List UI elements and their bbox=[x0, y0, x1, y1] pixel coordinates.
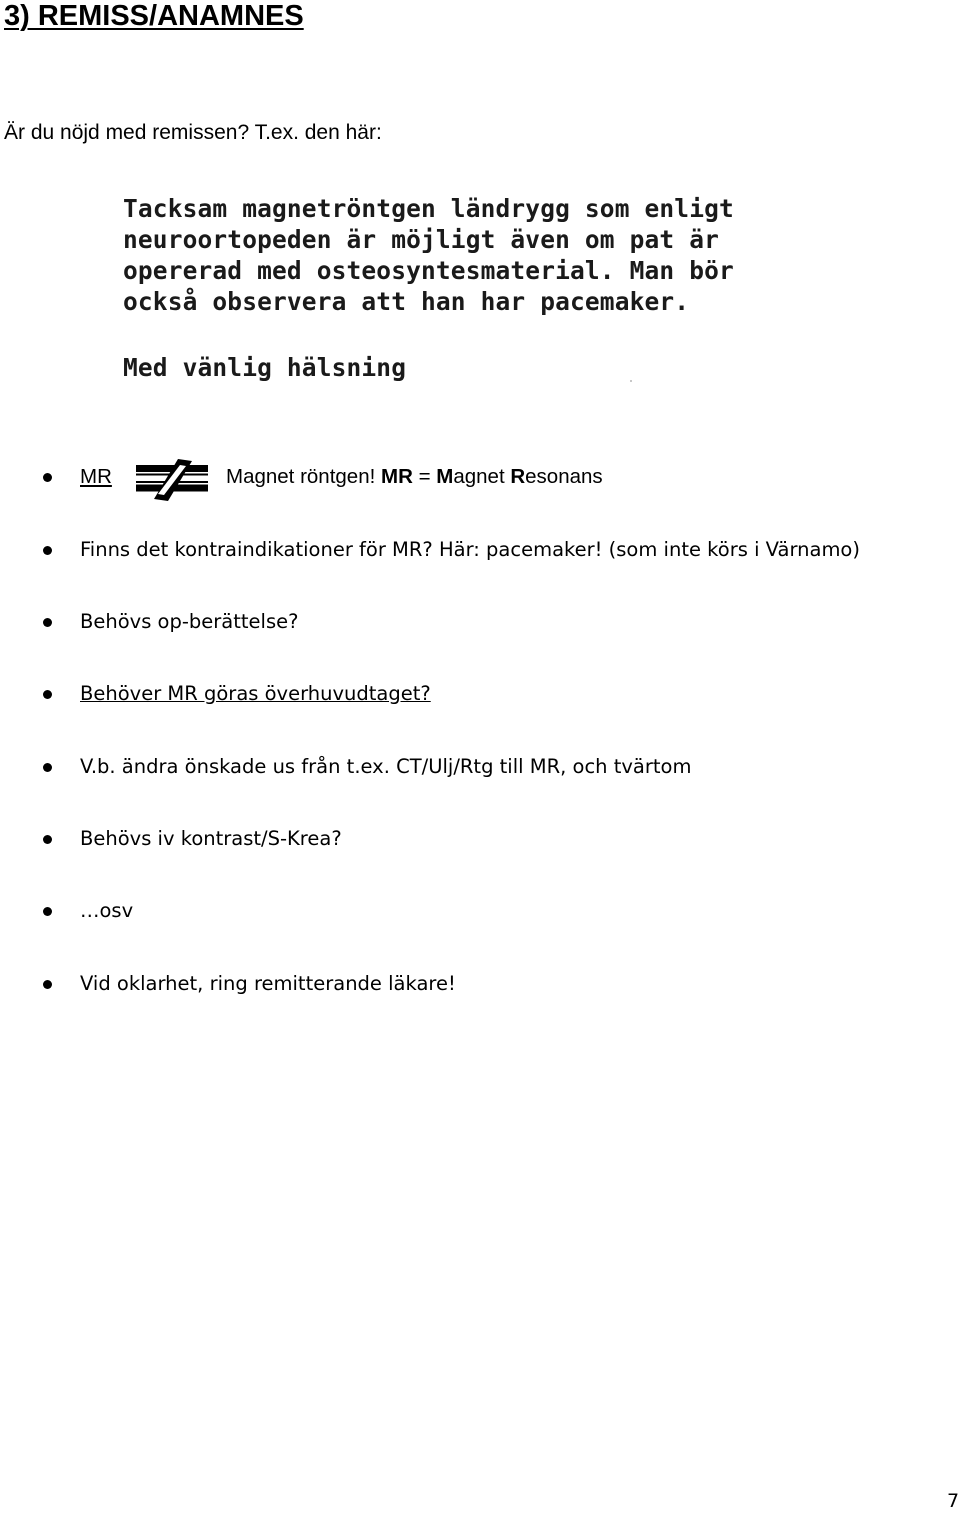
bullet-dot bbox=[43, 618, 52, 627]
bullet-dot bbox=[43, 473, 52, 482]
mr-definition-bold-m: M bbox=[436, 465, 454, 488]
bullet-dot bbox=[43, 907, 52, 916]
bullet-dot bbox=[43, 835, 52, 844]
mr-definition-esonans: esonans bbox=[525, 465, 603, 488]
mr-definition-prefix: Magnet röntgen! bbox=[226, 465, 381, 488]
list-item bbox=[0, 680, 960, 710]
list-item bbox=[0, 536, 960, 566]
bullet-dot bbox=[43, 546, 52, 555]
list-item bbox=[0, 463, 960, 493]
mr-definition-eq: = bbox=[412, 465, 437, 488]
list-item bbox=[0, 970, 960, 1000]
mr-definition bbox=[226, 465, 603, 489]
mr-definition-bold-r: R bbox=[510, 465, 526, 488]
page-number: 7 bbox=[947, 1490, 960, 1512]
list-item-text: Vid oklarhet, ring remitterande läkare! bbox=[80, 972, 456, 995]
scan-line: Tacksam magnetröntgen ländrygg som enligt bbox=[123, 194, 734, 223]
mr-term bbox=[80, 465, 112, 489]
bullet-dot bbox=[43, 763, 52, 772]
mr-definition-agnet: agnet bbox=[453, 465, 511, 488]
list-item-text: Behövs op-berättelse? bbox=[80, 610, 299, 633]
scan-line: neuroortopeden är möjligt även om pat är bbox=[123, 225, 720, 254]
bullet-dot bbox=[43, 690, 52, 699]
list-item-text: Behövs iv kontrast/S-Krea? bbox=[80, 827, 342, 850]
list-item bbox=[0, 753, 960, 783]
scan-line-greeting: Med vänlig hälsning bbox=[123, 353, 407, 382]
section-heading: 3) REMISS/ANAMNES bbox=[4, 0, 304, 32]
list-item-text: …osv bbox=[80, 899, 134, 922]
scan-line: opererad med osteosyntesmaterial. Man bör bbox=[123, 256, 734, 285]
list-item bbox=[0, 608, 960, 638]
list-item bbox=[0, 825, 960, 855]
intro-question: Är du nöjd med remissen? T.ex. den här: bbox=[4, 121, 382, 144]
list-item-text: V.b. ändra önskade us från t.ex. CT/Ulj/Rtg till MR, och tvärtom bbox=[80, 755, 692, 778]
scan-line: också observera att han har pacemaker. bbox=[123, 287, 690, 316]
bullet-dot bbox=[43, 980, 52, 989]
mr-label: MR bbox=[80, 465, 112, 488]
list-item-text: Behöver MR göras överhuvudtaget? bbox=[80, 682, 431, 705]
list-item bbox=[0, 897, 960, 927]
not-equal-icon bbox=[134, 457, 210, 503]
mr-definition-bold: MR bbox=[381, 465, 413, 488]
list-item-text: Finns det kontraindikationer för MR? Här: pacemaker! (som inte körs i Värnamo) bbox=[80, 538, 860, 561]
